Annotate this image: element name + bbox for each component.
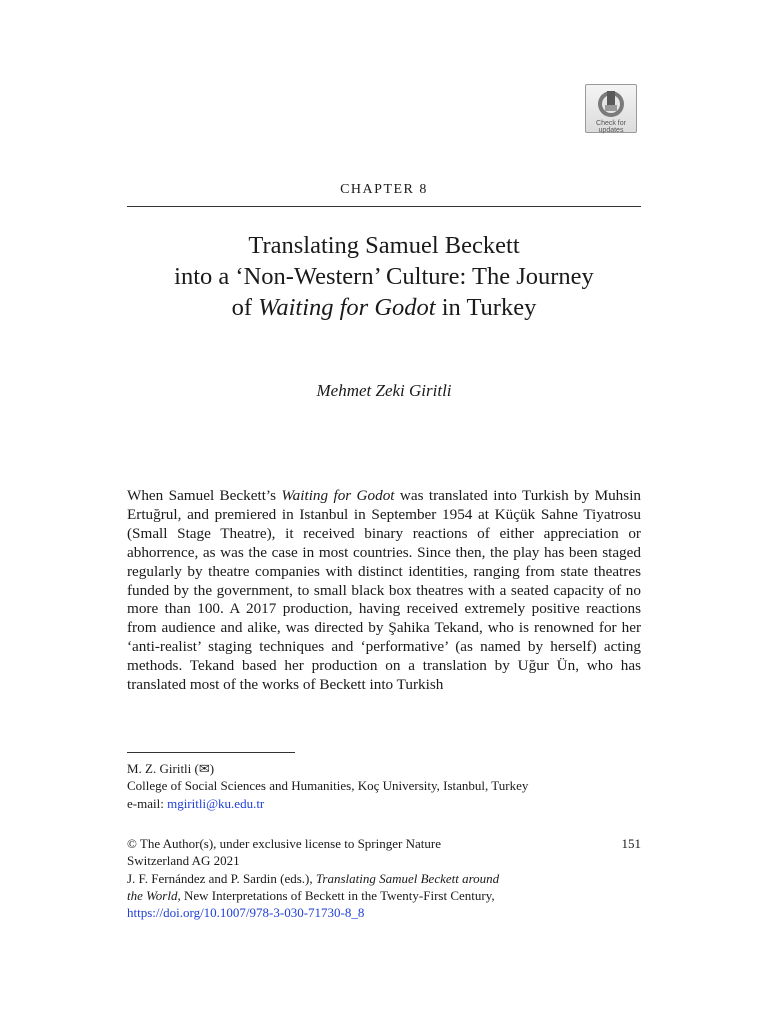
chapter-label: CHAPTER 8 (340, 182, 428, 197)
header-rule (127, 206, 641, 207)
copyright-line-1: © The Author(s), under exclusive license to Springer Nature (127, 836, 441, 851)
page-number: 151 (621, 836, 641, 851)
abstract-paragraph: When Samuel Beckett’s Waiting for Godot was translated into Turkish by Muhsin Ertuğrul, and premiered in Istanbul in September 1954 at Küçük Sahne Tiyatrosu (Small Stage Theatre), it received binary reactions of either appreciation or abhorrence, as was the case in most countries. Since then, the play has been staged regularly by theatre companies with distinct identities, ranging from state theatres funded by the government, to small black box theatres with a seated capacity of no more than 100. A 2017 production, having received extremely positive reactions from audience and alike, was directed by Şahika Tekand, who is renowned for her ‘anti-realist’ staging techniques and ‘performative’ (as named by herself) acting methods. Tekand based her production on a translation by Uğur Ün, who has translated most of the works of Beckett into Turkish (127, 487, 642, 694)
author-name: Mehmet Zeki Giritli (316, 381, 452, 400)
chapter-title (110, 230, 658, 323)
envelope-icon: ✉ (198, 761, 210, 776)
book-citation-line-2: the World, New Interpretations of Beckett in the Twenty-First Century, (127, 887, 495, 903)
doi-link[interactable]: https://doi.org/10.1007/978-3-030-71730-8_8 (127, 905, 365, 921)
crossmark-icon (596, 89, 626, 119)
title-line-3: of Waiting for Godot in Turkey (231, 294, 537, 321)
copyright-block (127, 835, 641, 921)
copyright-line-2: Switzerland AG 2021 (127, 853, 240, 869)
affiliation-email: e-mail: mgiritli@ku.edu.tr (127, 795, 265, 811)
title-line-1: Translating Samuel Beckett (248, 232, 520, 259)
crossmark-label: Check for updates (596, 120, 626, 134)
check-for-updates-badge[interactable] (585, 84, 637, 133)
title-line-2: into a ‘Non-Western’ Culture: The Journey (174, 263, 594, 290)
affiliation-institution: College of Social Sciences and Humanities, Koç University, Istanbul, Turkey (127, 778, 529, 794)
book-citation-line-1: J. F. Fernández and P. Sardin (eds.), Translating Samuel Beckett around (127, 870, 500, 886)
affiliation-name: M. Z. Giritli (✉) (127, 761, 215, 776)
email-link[interactable]: mgiritli@ku.edu.tr (167, 795, 265, 811)
title-italic-work: Waiting for Godot (258, 294, 436, 321)
footnote-rule (127, 752, 295, 753)
author-affiliation (127, 760, 641, 812)
abstract-italic-work: Waiting for Godot (281, 487, 395, 504)
doi-line (127, 904, 641, 921)
